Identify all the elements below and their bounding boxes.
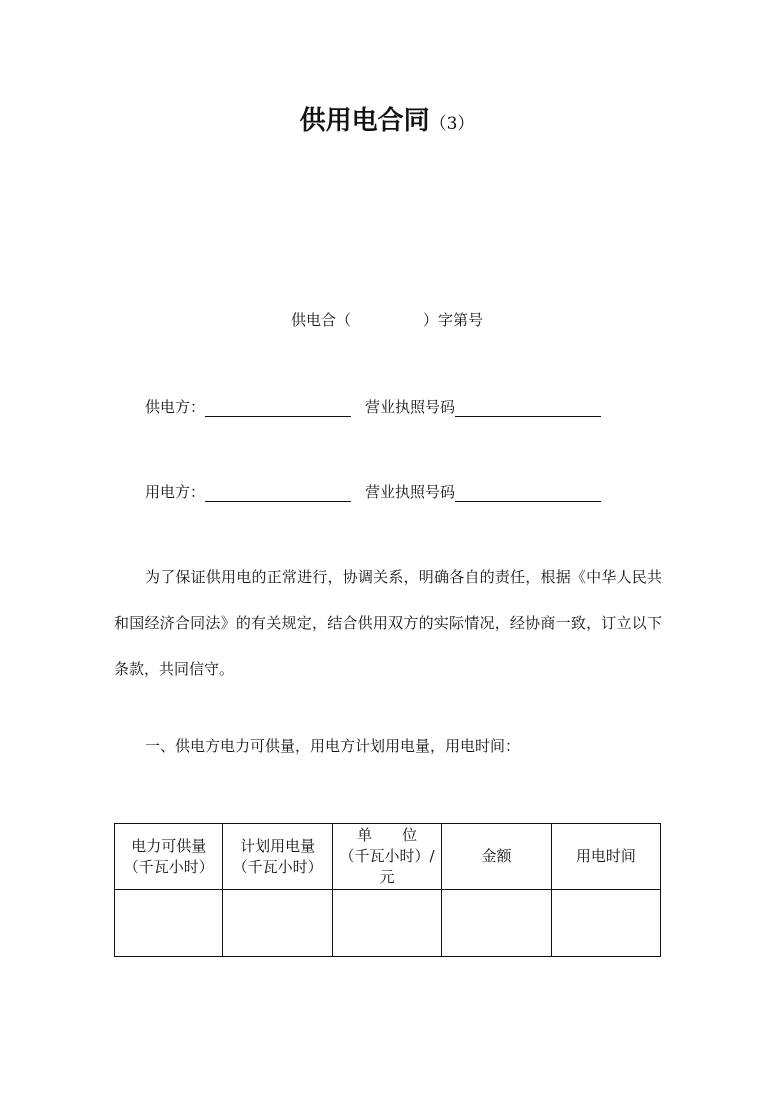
title-suffix: （3） (429, 114, 475, 134)
supply-table (114, 823, 661, 957)
table-cell[interactable] (332, 890, 442, 957)
table-cell[interactable] (115, 890, 223, 957)
supplier-license-label: 营业执照号码 (365, 398, 456, 416)
user-license-blank (455, 484, 601, 502)
user-label: 用电方： (145, 483, 206, 501)
supplier-label: 供电方： (145, 398, 206, 416)
header-cell-time: 用电时间 (551, 824, 660, 890)
supplier-license-blank (455, 399, 601, 417)
user-license-label: 营业执照号码 (365, 483, 456, 501)
header-cell-planned: 计划用电量 （千瓦小时） (223, 824, 332, 890)
supplier-line (145, 396, 601, 417)
table-cell[interactable] (223, 890, 332, 957)
table-row (115, 890, 661, 957)
supplier-name-blank (205, 399, 351, 417)
contract-number-prefix: 供电合（ (290, 311, 351, 329)
header-cell-unit: 单 位 （千瓦小时）/ 元 (332, 824, 442, 890)
title-main: 供用电合同 (299, 106, 430, 136)
header-cell-supply: 电力可供量 （千瓦小时） (115, 824, 223, 890)
preamble-paragraph: 为了保证供用电的正常进行，协调关系，明确各自的责任，根据《中华人民共和国经济合同法》的有关规定，结合供用双方的实际情况，经协商一致，订立以下条款，共同信守。 (114, 568, 662, 678)
page-title (0, 100, 774, 137)
table-cell[interactable] (442, 890, 551, 957)
contract-number-line (0, 309, 774, 330)
table-header-row (115, 824, 661, 890)
user-name-blank (205, 484, 351, 502)
clause-1: 一、供电方电力可供量，用电方计划用电量，用电时间： (145, 737, 521, 755)
table-cell[interactable] (551, 890, 660, 957)
header-cell-amount: 金额 (442, 824, 551, 890)
contract-number-suffix: ）字第号 (423, 311, 484, 329)
user-line (145, 481, 601, 502)
